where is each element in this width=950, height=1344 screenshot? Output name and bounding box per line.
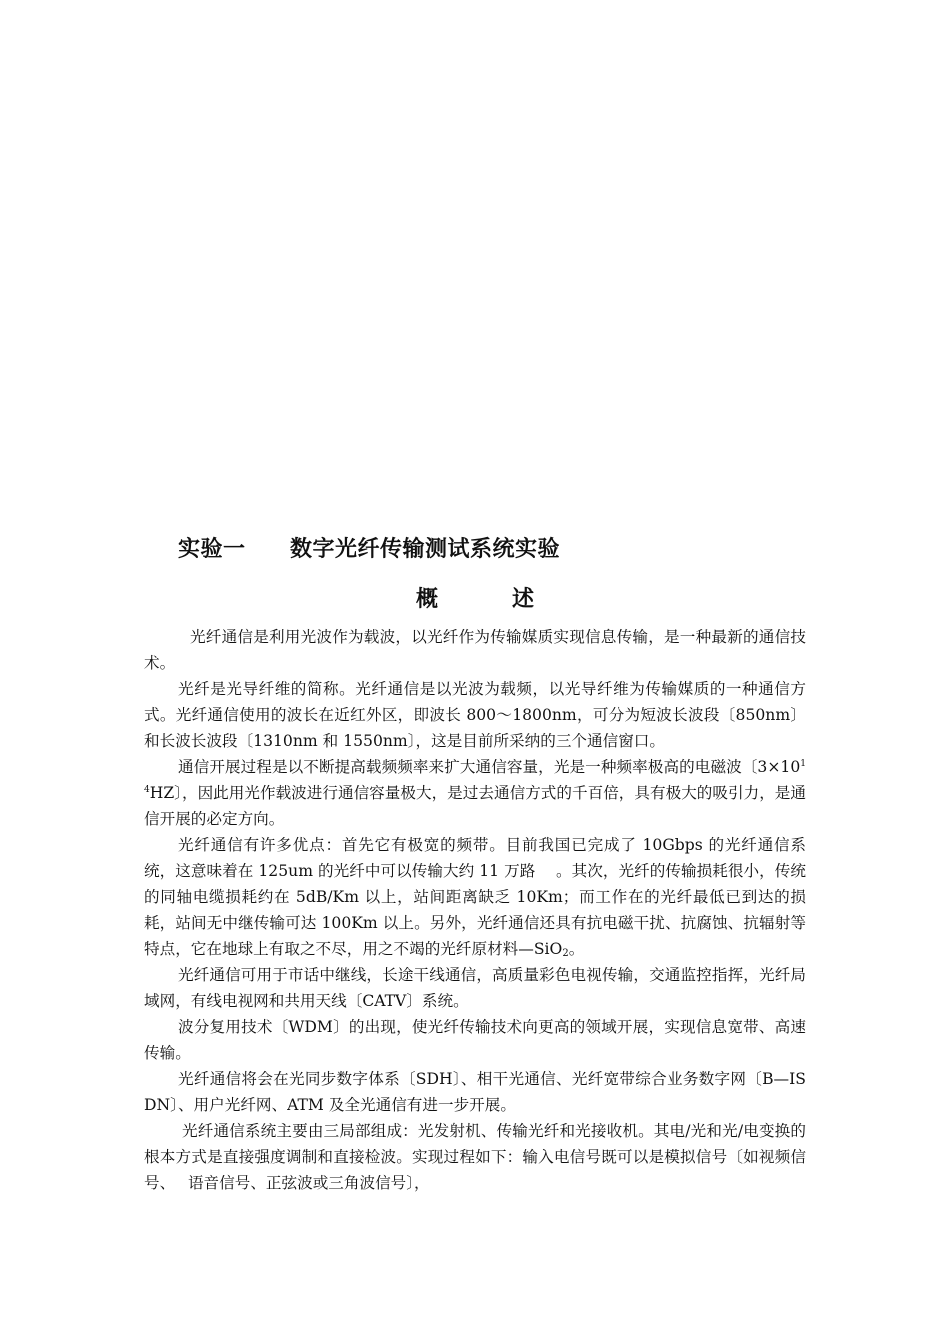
paragraph-4-subscript: 2 [562,948,569,959]
paragraph-1: 光纤通信是利用光波作为载波，以光纤作为传输媒质实现信息传输，是一种最新的通信技术。 [144,628,806,672]
paragraph-2: 光纤是光导纤维的简称。光纤通信是以光波为载频，以光导纤维为传输媒质的一种通信方式。光纤通信使用的波长在近红外区，即波长 800～1800nm，可分为短波长波段〔850nm〕和长波长波段〔1310nm 和 1550nm〕，这是目前所采纳的三个通信窗口。 [144,680,806,750]
paragraph-3 [144,754,806,832]
chapter-number: 实验一 [178,537,246,562]
paragraph-3-exponent: 14 [144,759,806,795]
body-text [144,624,806,1196]
section-title-part2: 述 [512,587,535,612]
paragraph-5: 光纤通信可用于市话中继线，长途干线通信，高质量彩色电视传输，交通监控指挥，光纤局域网，有线电视网和共用天线〔CATV〕系统。 [144,966,806,1010]
paragraph-3-text-b: HZ〕，因此用光作载波进行通信容量极大，是过去通信方式的千百倍，具有极大的吸引力，是通信开展的必定方向。 [144,784,806,828]
paragraph-8: 光纤通信系统主要由三局部组成：光发射机、传输光纤和光接收机。其电/光和光/电变换的根本方式是直接强度调制和直接检波。实现过程如下：输入电信号既可以是模拟信号〔如视频信号、 语音信号、正弦波或三角波信号〕， [144,1122,806,1192]
paragraph-3-text-a: 通信开展过程是以不断提高载频频率来扩大通信容量，光是一种频率极高的电磁波〔3×10 [178,758,801,776]
section-heading [0,584,950,616]
section-title-part1: 概 [415,587,438,612]
paragraph-4 [144,832,806,962]
paragraph-7: 光纤通信将会在光同步数字体系〔SDH〕、相干光通信、光纤宽带综合业务数字网〔B—ISDN〕、用户光纤网、ATM 及全光通信有进一步开展。 [144,1070,806,1114]
chapter-title: 数字光纤传输测试系统实验 [290,537,561,562]
paragraph-4-text-a: 光纤通信有许多优点：首先它有极宽的频带。目前我国已完成了 10Gbps 的光纤通信系统，这意味着在 125um 的光纤中可以传输大约 11 万路 。其次，光纤的传输损耗很小，传统的同轴电缆损耗约在 5dB/Km 以上，站间距离缺乏 10Km；而工作在的光纤最低已到达的损耗，站间无中继传输可达 100Km 以上。另外，光纤通信还具有抗电磁干扰、抗腐蚀、抗辐射等特点，它在地球上有取之不尽，用之不竭的光纤原材料—SiO [144,836,806,958]
paragraph-6: 波分复用技术〔WDM〕的出现，使光纤传输技术向更高的领域开展，实现信息宽带、高速传输。 [144,1018,806,1062]
paragraph-4-text-b: 。 [568,940,585,958]
chapter-heading [178,534,560,566]
